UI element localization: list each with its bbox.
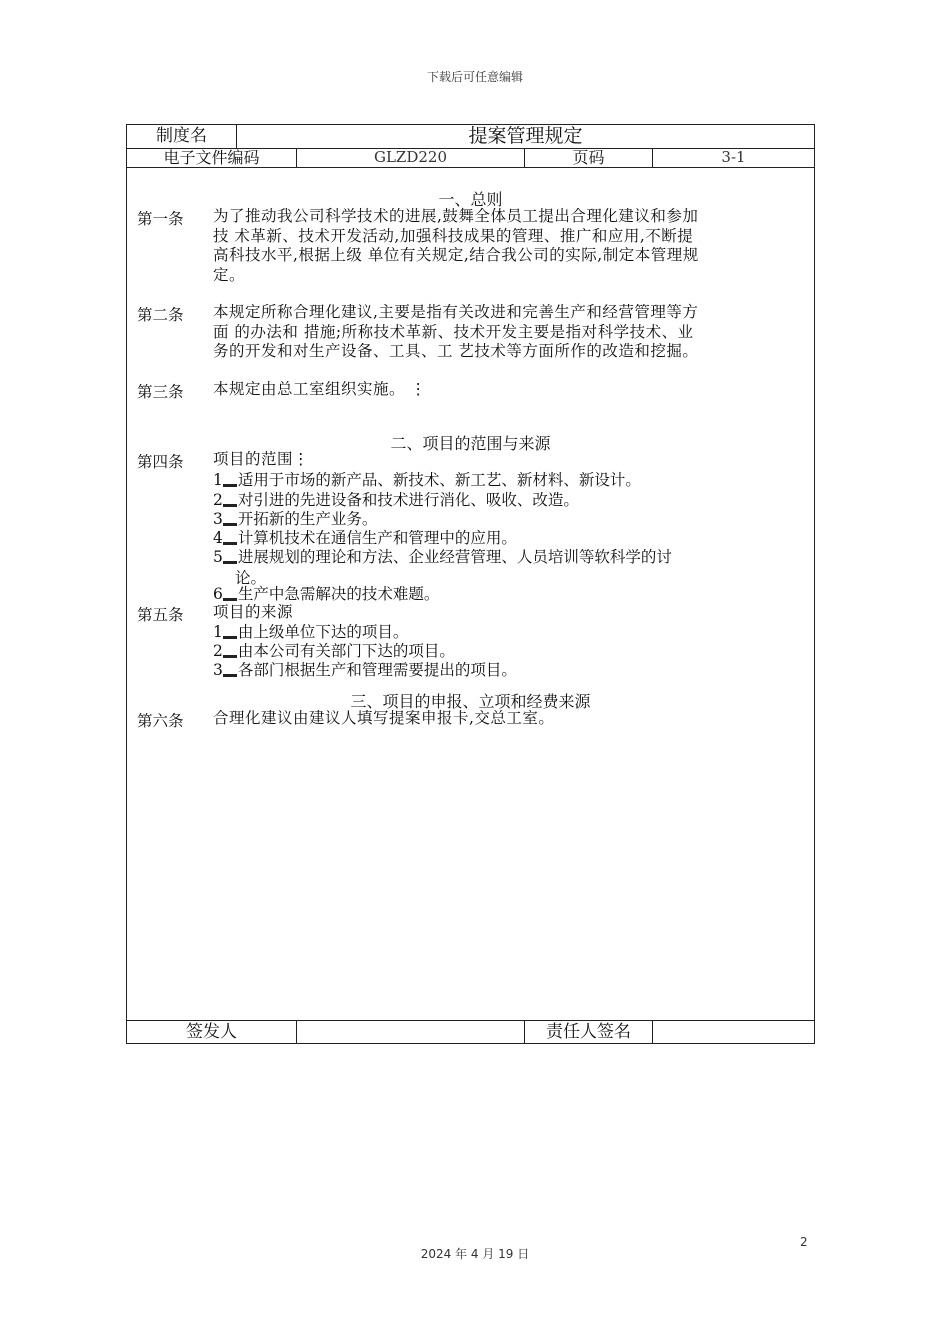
responsible-field[interactable] [653,1021,814,1043]
footer-date: 2024 年 4 月 19 日 [420,1247,530,1261]
code-label: 电子文件编码 [163,147,260,167]
name-label: 制度名 [156,126,207,146]
list-item: 5 进展规划的理论和方法、企业经营管理、人员培训等软科学的讨 [213,548,672,566]
article-text: 项目的来源 [213,603,294,621]
article-label: 第六条 [137,712,184,730]
article-label: 第四条 [137,453,184,471]
title-row [127,125,814,149]
list-item: 1 由上级单位下达的项目。 [213,623,409,641]
page-label: 页码 [572,147,605,167]
text-line: 为了推动我公司科学技术的进展,鼓舞全体员工提出合理化建议和参加 [213,207,699,225]
text-line: 技 术革新、技术开发活动,加强科技成果的管理、推广和应用,不断提 [213,226,694,245]
responsible-label: 责任人签名 [546,1021,631,1042]
article-text [213,207,809,285]
document-title: 提案管理规定 [468,125,583,147]
text-line: 面 的办法和 措施;所称技术革新、技术开发主要是指对科学技术、业 [213,322,694,341]
list-item: 3 各部门根据生产和管理需要提出的项目。 [213,661,517,679]
article-label: 第三条 [137,383,184,401]
article-label: 第一条 [137,210,184,228]
code-row [127,148,814,168]
signer-field[interactable] [297,1021,524,1043]
article-label: 第二条 [137,306,184,324]
article-text: 本规定由总工室组织实施。 ⋮ [213,380,427,398]
section-title: 三、项目的申报、立项和经费来源 [350,692,591,711]
section-title: 一、总则 [438,190,503,209]
section-title: 二、项目的范围与来源 [390,434,551,453]
page-header: 下载后可任意编辑 [426,70,523,84]
signer-label: 签发人 [186,1021,237,1042]
article-text: 项目的范围⋮ [213,450,310,468]
article-text: 合理化建议由建议人填写提案申报卡,交总工室。 [213,709,555,727]
article-label: 第五条 [137,606,184,624]
article-text [213,303,809,362]
list-item: 2 由本公司有关部门下达的项目。 [213,642,455,660]
signature-row [127,1020,814,1043]
regulation-form [126,124,815,1044]
list-item: 3 开拓新的生产业务。 [213,510,378,528]
page-number: 2 [800,1235,808,1249]
text-line: 高科技水平,根据上级 单位有关规定,结合我公司的实际,制定本管理规 [213,246,699,264]
list-item: 6 生产中急需解决的技术难题。 [213,585,440,603]
text-line: 定。 [213,265,246,284]
text-line: 本规定所称合理化建议,主要是指有关改进和完善生产和经营管理等方 [213,303,699,321]
text-line: 务的开发和对生产设备、工具、工 艺技术等方面所作的改造和挖掘。 [213,342,699,360]
code-value: GLZD220 [373,148,448,166]
list-item: 1 适用于市场的新产品、新技术、新工艺、新材料、新设计。 [213,471,641,489]
page-value: 3-1 [721,148,746,166]
list-item-continuation: 论。 [235,569,267,587]
list-item: 4 计算机技术在通信生产和管理中的应用。 [213,529,517,547]
list-item: 2 对引进的先进设备和技术进行消化、吸收、改造。 [213,491,579,509]
